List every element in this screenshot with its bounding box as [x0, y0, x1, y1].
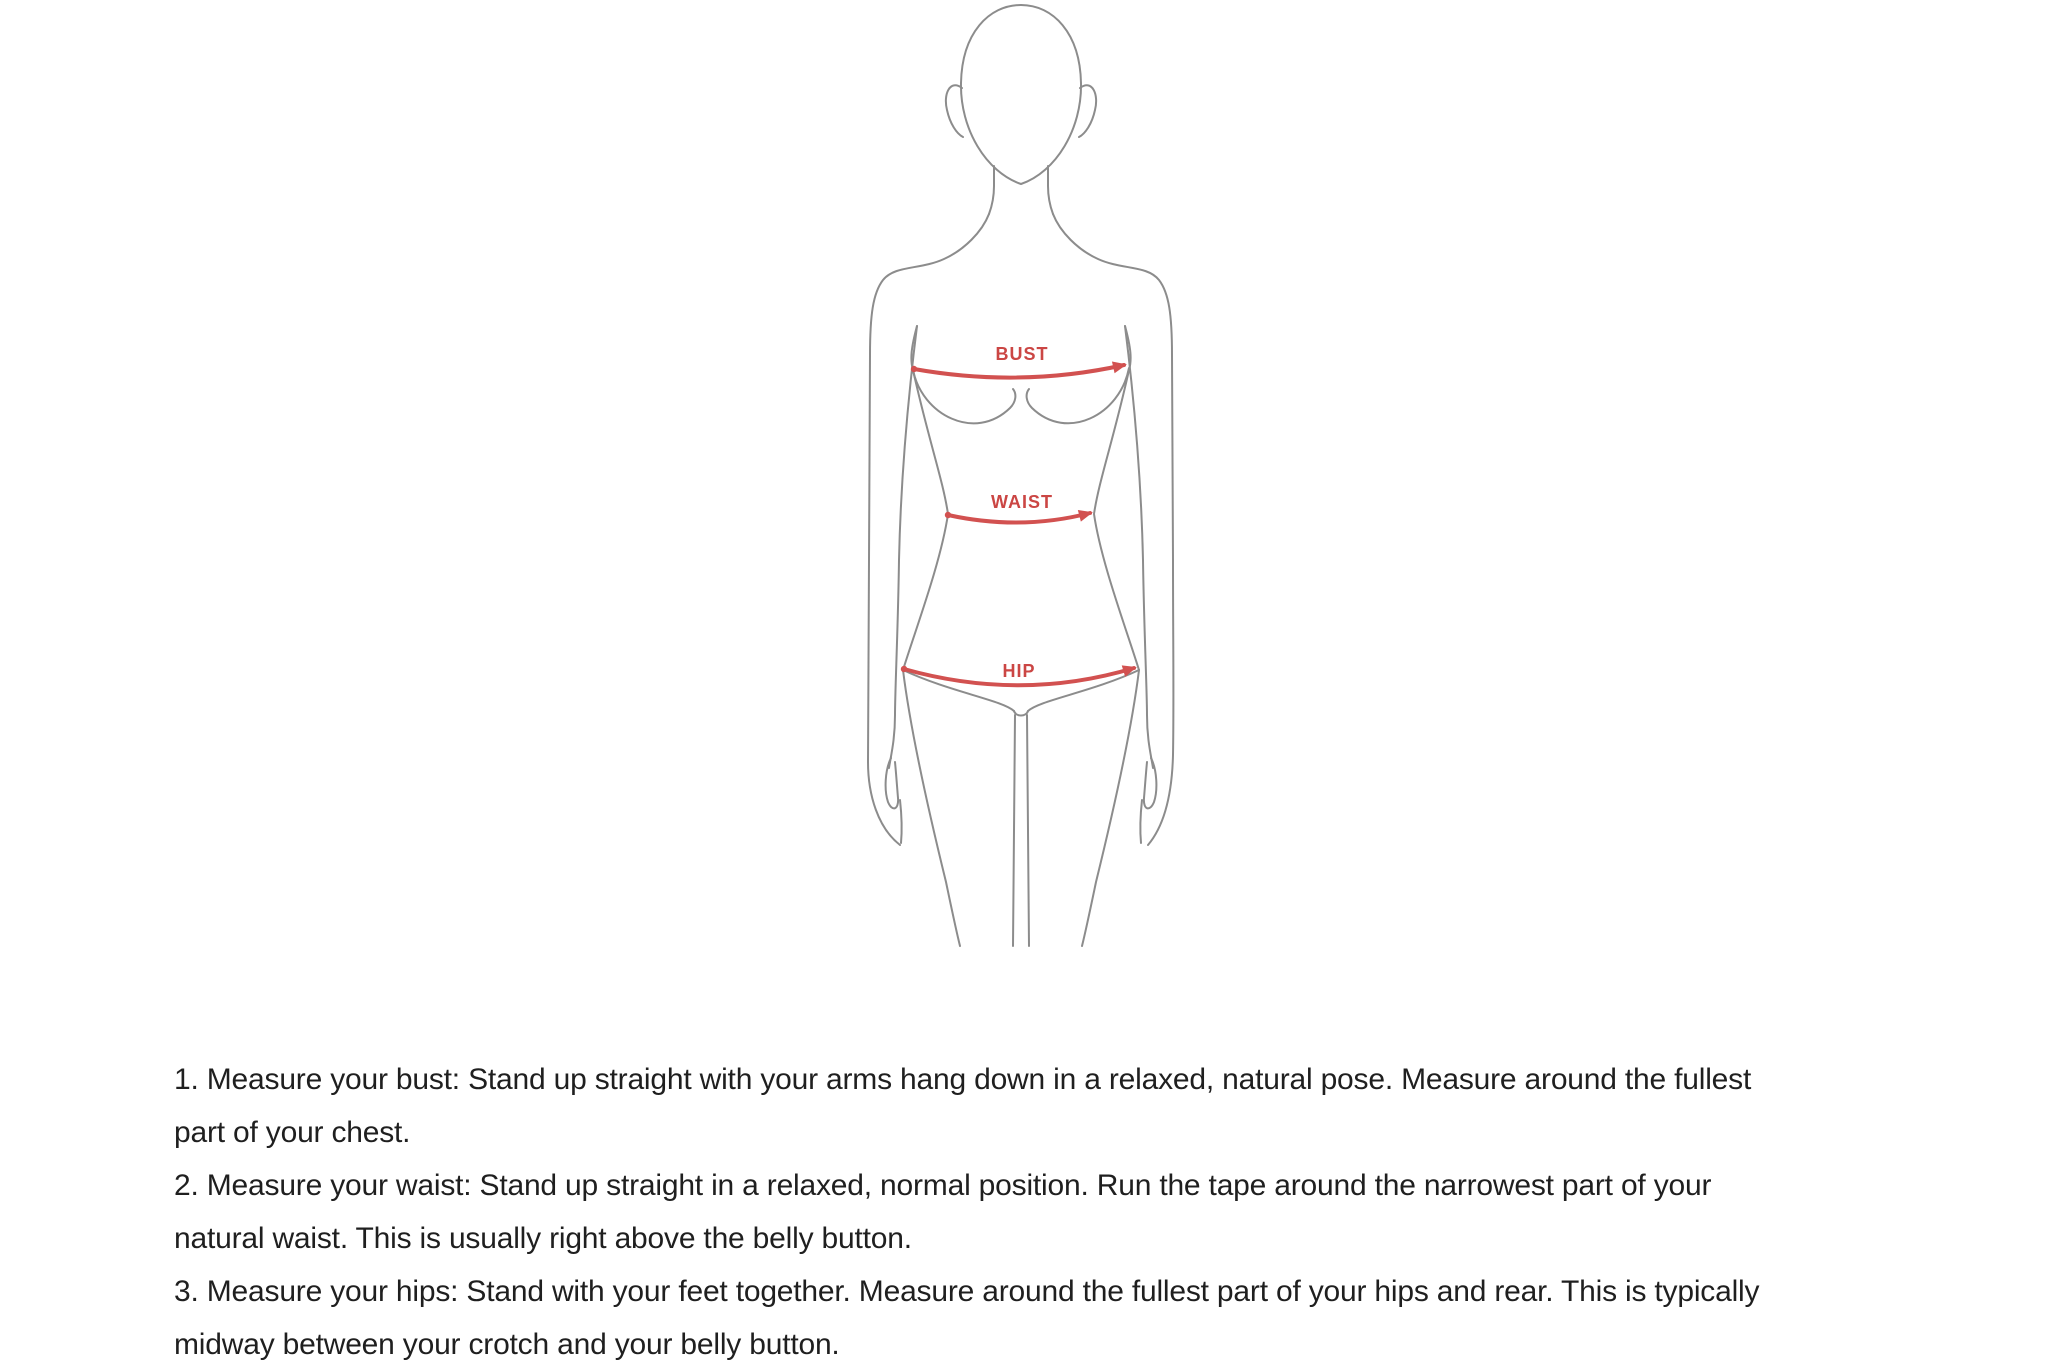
head-outline [961, 5, 1081, 184]
left-shoulder-arm [868, 214, 989, 845]
left-inner-thigh [1013, 715, 1015, 946]
measurement-labels [991, 344, 1053, 681]
right-finger-line [1140, 800, 1142, 843]
bust-label: BUST [995, 344, 1049, 364]
instruction-line: part of your chest. [174, 1116, 411, 1149]
body-measurement-diagram [850, 0, 1200, 950]
left-thumb [886, 758, 898, 808]
right-outer-thigh [1082, 670, 1139, 946]
left-inner-arm [889, 326, 917, 768]
instruction-line: 2. Measure your waist: Stand up straight in a relaxed, normal position. Run the tape around the narrowest part of your [174, 1169, 1712, 1202]
body-outline [868, 5, 1173, 946]
right-torso-side [1094, 326, 1139, 670]
measurement-instructions [174, 1053, 1974, 1371]
bust-measurement-arrow [914, 365, 1124, 378]
instruction-line: 1. Measure your bust: Stand up straight with your arms hang down in a relaxed, natural pose. Measure around the fullest [174, 1063, 1752, 1096]
left-finger-line [900, 800, 902, 843]
left-hip-curve [903, 670, 1014, 711]
waist-label: WAIST [991, 492, 1053, 512]
crotch-curve [1014, 711, 1028, 716]
hip-label: HIP [1002, 661, 1036, 681]
instruction-line: natural waist. This is usually right above the belly button. [174, 1222, 912, 1255]
right-thumb [1144, 758, 1156, 808]
right-shoulder-arm [1053, 214, 1173, 845]
female-body-outline-svg [850, 0, 1200, 950]
right-inner-thigh [1027, 715, 1029, 946]
left-torso-side [903, 326, 948, 670]
right-hip-curve [1028, 670, 1139, 711]
left-outer-thigh [903, 670, 960, 946]
instruction-line: 3. Measure your hips: Stand with your feet together. Measure around the fullest part of your hips and rear. This is typically [174, 1275, 1760, 1308]
neck-left [989, 166, 994, 214]
instruction-line: midway between your crotch and your belly button. [174, 1328, 840, 1361]
neck-right [1048, 166, 1053, 214]
waist-measurement-arrow [948, 513, 1090, 523]
right-inner-arm [1125, 326, 1153, 768]
